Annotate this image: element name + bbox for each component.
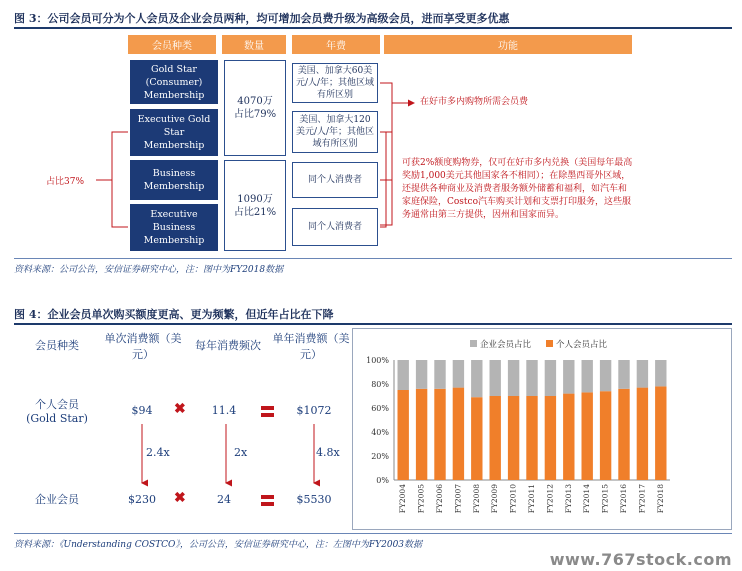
x-tick-label: FY2013 (563, 484, 573, 514)
bar-consumer-share (416, 389, 427, 480)
figure-4-title: 图 4：企业会员单次购买额度更高、更为频繁，但近年占比在下降 (14, 308, 334, 321)
row-business-annual: $5530 (296, 493, 332, 506)
header-benefits: 功能 (384, 35, 632, 54)
x-tick-label: FY2004 (398, 484, 408, 514)
bar-business-share (655, 360, 666, 386)
bar-business-share (453, 360, 464, 388)
bar-business-share (397, 360, 408, 390)
bar-consumer-share (581, 392, 592, 480)
bar-business-share (600, 360, 611, 391)
y-tick-label: 0% (376, 476, 389, 485)
col-header-type: 会员种类 (35, 339, 79, 352)
row-consumer-annual: $1072 (296, 404, 332, 417)
legend-swatch-business (470, 340, 477, 347)
legend-swatch-consumer (546, 340, 553, 347)
fee-executive-gold-star: 美国、加拿大120美元/人/年；其他区域有所区别 (292, 111, 378, 153)
row-consumer-type: 个人会员 (Gold Star) (26, 398, 88, 425)
bar-consumer-share (600, 391, 611, 480)
header-annual-fee: 年费 (292, 35, 380, 54)
chart-frame (353, 329, 732, 530)
consumer-count-value: 4070万 (237, 96, 273, 107)
benefit-basic-text: 在好市多内购物所需会员费 (420, 97, 529, 107)
fee-gold-star: 美国、加拿大60美元/人/年；其他区域有所区别 (292, 63, 378, 103)
bar-consumer-share (508, 396, 519, 480)
row-consumer-per-purchase: $94 (131, 404, 153, 417)
business-count-share: 占比21% (233, 206, 277, 218)
x-tick-label: FY2006 (435, 484, 444, 514)
col-header-annual: 单年消费额（美元） (272, 332, 350, 361)
bar-business-share (526, 360, 537, 396)
bar-business-share (471, 360, 482, 397)
x-tick-label: FY2016 (619, 484, 628, 514)
row-business-per-purchase: $230 (128, 493, 156, 506)
bar-business-share (545, 360, 556, 396)
bar-business-share (637, 360, 648, 388)
bar-consumer-share (397, 390, 408, 480)
y-tick-label: 80% (371, 380, 389, 389)
x-tick-label: FY2017 (637, 484, 647, 514)
membership-gold-star: Gold Star (Consumer) Membership (130, 60, 218, 104)
x-tick-label: FY2008 (471, 484, 481, 514)
y-tick-label: 100% (366, 356, 389, 365)
x-tick-label: FY2005 (416, 484, 426, 514)
legend-label-business: 企业会员占比 (480, 340, 532, 350)
member-share-chart (352, 328, 732, 530)
x-tick-label: FY2011 (527, 484, 536, 514)
row-business-frequency: 24 (217, 493, 231, 506)
bar-consumer-share (563, 394, 574, 480)
y-tick-label: 40% (371, 428, 389, 437)
col-header-per-purchase: 单次消费额（美元） (104, 332, 182, 361)
consumer-count-share: 占比79% (233, 109, 277, 120)
figure-4-source: 资料来源：《Understanding COSTCO》，公司公告，安信证券研究中心，注：左图中为FY2003数据 (14, 540, 423, 550)
x-tick-label: FY2007 (453, 484, 463, 514)
x-tick-label: FY2018 (655, 484, 665, 514)
y-tick-label: 60% (371, 404, 389, 413)
side-share-label: 占比37% (46, 177, 85, 187)
bar-business-share (416, 360, 427, 389)
x-tick-label: FY2012 (545, 484, 555, 514)
y-tick-label: 20% (371, 452, 389, 461)
bar-business-share (618, 360, 629, 389)
multiply-icon: ✖ (174, 401, 186, 417)
bar-consumer-share (655, 386, 666, 480)
bar-business-share (434, 360, 445, 389)
membership-business: Business Membership (130, 160, 218, 200)
bar-business-share (581, 360, 592, 392)
membership-executive-gold-star: Executive Gold Star Membership (130, 109, 218, 156)
benefit-executive-text: 可获2%额度购物券，仅可在好市多内兑换（美国每年最高奖励1,000美元其他国家各不相同）；在除墨西哥外区域，还提供各种商业及消费者服务额外储蓄和福利，如汽车和家庭保险，Costco汽车购买计划和支票打印服务，这些服务通常由第三方提供，因州和国家而异。 (402, 158, 633, 220)
row-business-type: 企业会员 (35, 493, 79, 506)
site-watermark: www.767stock.com (549, 550, 732, 569)
x-tick-label: FY2014 (582, 484, 592, 514)
bar-consumer-share (471, 397, 482, 480)
bar-consumer-share (489, 396, 500, 480)
figure-3-source: 资料来源：公司公告，安信证券研究中心，注：图中为FY2018数据 (14, 265, 284, 275)
bar-consumer-share (434, 389, 445, 480)
bar-business-share (489, 360, 500, 396)
bar-consumer-share (637, 388, 648, 480)
bar-business-share (563, 360, 574, 394)
bar-consumer-share (545, 396, 556, 480)
bar-consumer-share (453, 388, 464, 480)
row-consumer-frequency: 11.4 (211, 404, 237, 417)
ratio-annual: 4.8x (316, 446, 340, 459)
col-header-frequency: 每年消费频次 (195, 339, 261, 352)
x-tick-label: FY2015 (600, 484, 610, 514)
bar-business-share (508, 360, 519, 396)
multiply-icon: ✖ (174, 490, 186, 506)
legend-label-consumer: 个人会员占比 (556, 340, 608, 350)
membership-executive-business: Executive Business Membership (130, 204, 218, 251)
bar-consumer-share (618, 389, 629, 480)
ratio-frequency: 2x (234, 446, 248, 459)
ratio-per-purchase: 2.4x (146, 446, 170, 459)
fee-business: 同个人消费者 (292, 162, 378, 198)
header-count: 数量 (222, 35, 286, 54)
business-count-value: 1090万 (237, 193, 273, 205)
fee-executive-business: 同个人消费者 (292, 208, 378, 246)
figure-3-title: 图 3：公司会员可分为个人会员及企业会员两种，均可增加会员费升级为高级会员，进而享受更多优惠 (14, 12, 510, 25)
header-membership-type: 会员种类 (128, 35, 216, 54)
figure-4-bottom-rule (14, 533, 732, 534)
x-tick-label: FY2009 (490, 484, 500, 514)
bar-consumer-share (526, 396, 537, 480)
x-tick-label: FY2010 (508, 484, 518, 514)
